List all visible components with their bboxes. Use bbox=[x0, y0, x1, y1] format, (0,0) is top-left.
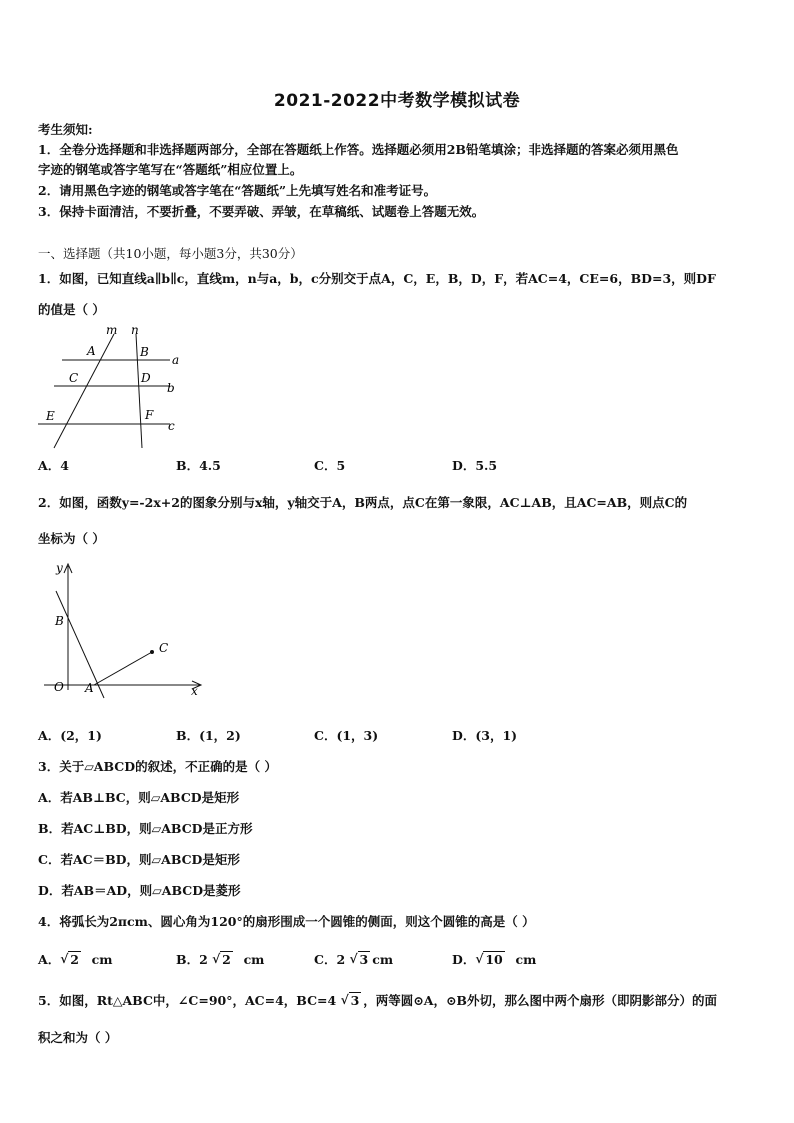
label-E: E bbox=[46, 409, 55, 423]
label-O: O bbox=[54, 680, 64, 694]
q4-text: 4．将弧长为2πcm、圆心角为120°的扇形围成一个圆锥的侧面，则这个圆锥的高是（ ） bbox=[38, 914, 535, 929]
q1-option-b: B．4.5 bbox=[176, 458, 221, 473]
q1-figure bbox=[36, 320, 186, 452]
label-B: B bbox=[140, 345, 149, 359]
q3-option-c: C．若AC＝BD，则▱ABCD是矩形 bbox=[38, 852, 240, 867]
q2-option-c: C．(1，3) bbox=[314, 728, 379, 743]
q2-option-d: D．(3，1) bbox=[452, 728, 518, 743]
label-B: B bbox=[55, 614, 64, 628]
q3-option-d: D．若AB＝AD，则▱ABCD是菱形 bbox=[38, 883, 241, 898]
point-c bbox=[150, 650, 154, 654]
label-m: m bbox=[106, 323, 118, 337]
q2-option-a: A．(2，1) bbox=[38, 728, 102, 743]
q1-text: 1．如图，已知直线a∥b∥c，直线m，n与a，b，c分别交于点A，C，E，B，D，F，若AC=4，CE=6，BD=3，则DF bbox=[38, 271, 716, 286]
q2-text: 2．如图，函数y=-2x+2的图象分别与x轴，y轴交于A，B两点，点C在第一象限，AC⊥AB，且AC=AB，则点C的 bbox=[38, 495, 688, 510]
label-c: c bbox=[168, 419, 175, 433]
notice-item-1-cont: 字迹的钢笔或答字笔写在“答题纸”相应位置上。 bbox=[38, 162, 303, 177]
label-b: b bbox=[167, 381, 175, 395]
q2-figure bbox=[36, 558, 206, 703]
label-D: D bbox=[141, 371, 151, 385]
label-F: F bbox=[145, 408, 154, 422]
page-title: 2021-2022中考数学模拟试卷 bbox=[273, 91, 521, 111]
q5-text: 5．如图，Rt△ABC中，∠C=90°，AC=4，BC=4 √ 3 ，两等圆⊙A，⊙B外切，那么图中两个扇形（即阴影部分）的面 bbox=[38, 992, 717, 1008]
notice-item-1: 1．全卷分选择题和非选择题两部分，全部在答题纸上作答。选择题必须用2B铅笔填涂；非选择题的答案必须用黑色 bbox=[38, 142, 679, 157]
q4-option-d: D． √ 10 cm bbox=[452, 951, 537, 967]
line-m bbox=[54, 334, 114, 448]
q4-option-c: C．2 √ 3 cm bbox=[314, 951, 394, 967]
notice-heading: 考生须知: bbox=[38, 122, 93, 137]
q1-option-d: D．5.5 bbox=[452, 458, 498, 473]
q1-option-a: A．4 bbox=[38, 458, 69, 473]
section-heading: 一、选择题（共10小题，每小题3分，共30分） bbox=[38, 246, 303, 261]
q2-option-b: B．(1，2) bbox=[176, 728, 241, 743]
q1-option-c: C．5 bbox=[314, 458, 346, 473]
notice-item-2: 2．请用黑色字迹的钢笔或答字笔在“答题纸”上先填写姓名和准考证号。 bbox=[38, 183, 437, 198]
q3-option-a: A．若AB⊥BC，则▱ABCD是矩形 bbox=[38, 790, 240, 805]
label-a: a bbox=[172, 353, 180, 367]
segment-ac bbox=[94, 652, 152, 685]
q1-text-cont: 的值是（ ） bbox=[38, 302, 105, 317]
label-n: n bbox=[131, 323, 139, 337]
label-y: y bbox=[56, 561, 63, 575]
q4-option-b: B．2 √ 2 cm bbox=[176, 951, 265, 967]
q4-option-a: A． √ 2 cm bbox=[38, 951, 113, 967]
label-A: A bbox=[85, 681, 94, 695]
label-x: x bbox=[191, 684, 198, 698]
q2-text-cont: 坐标为（ ） bbox=[38, 531, 105, 546]
label-C: C bbox=[159, 641, 169, 655]
q3-text: 3．关于▱ABCD的叙述，不正确的是（ ） bbox=[38, 759, 277, 774]
label-C: C bbox=[69, 371, 79, 385]
notice-item-3: 3．保持卡面清洁，不要折叠，不要弄破、弄皱，在草稿纸、试题卷上答题无效。 bbox=[38, 204, 485, 219]
q5-text-cont: 积之和为（ ） bbox=[38, 1030, 118, 1045]
q3-option-b: B．若AC⊥BD，则▱ABCD是正方形 bbox=[38, 821, 253, 836]
label-A: A bbox=[87, 344, 96, 358]
